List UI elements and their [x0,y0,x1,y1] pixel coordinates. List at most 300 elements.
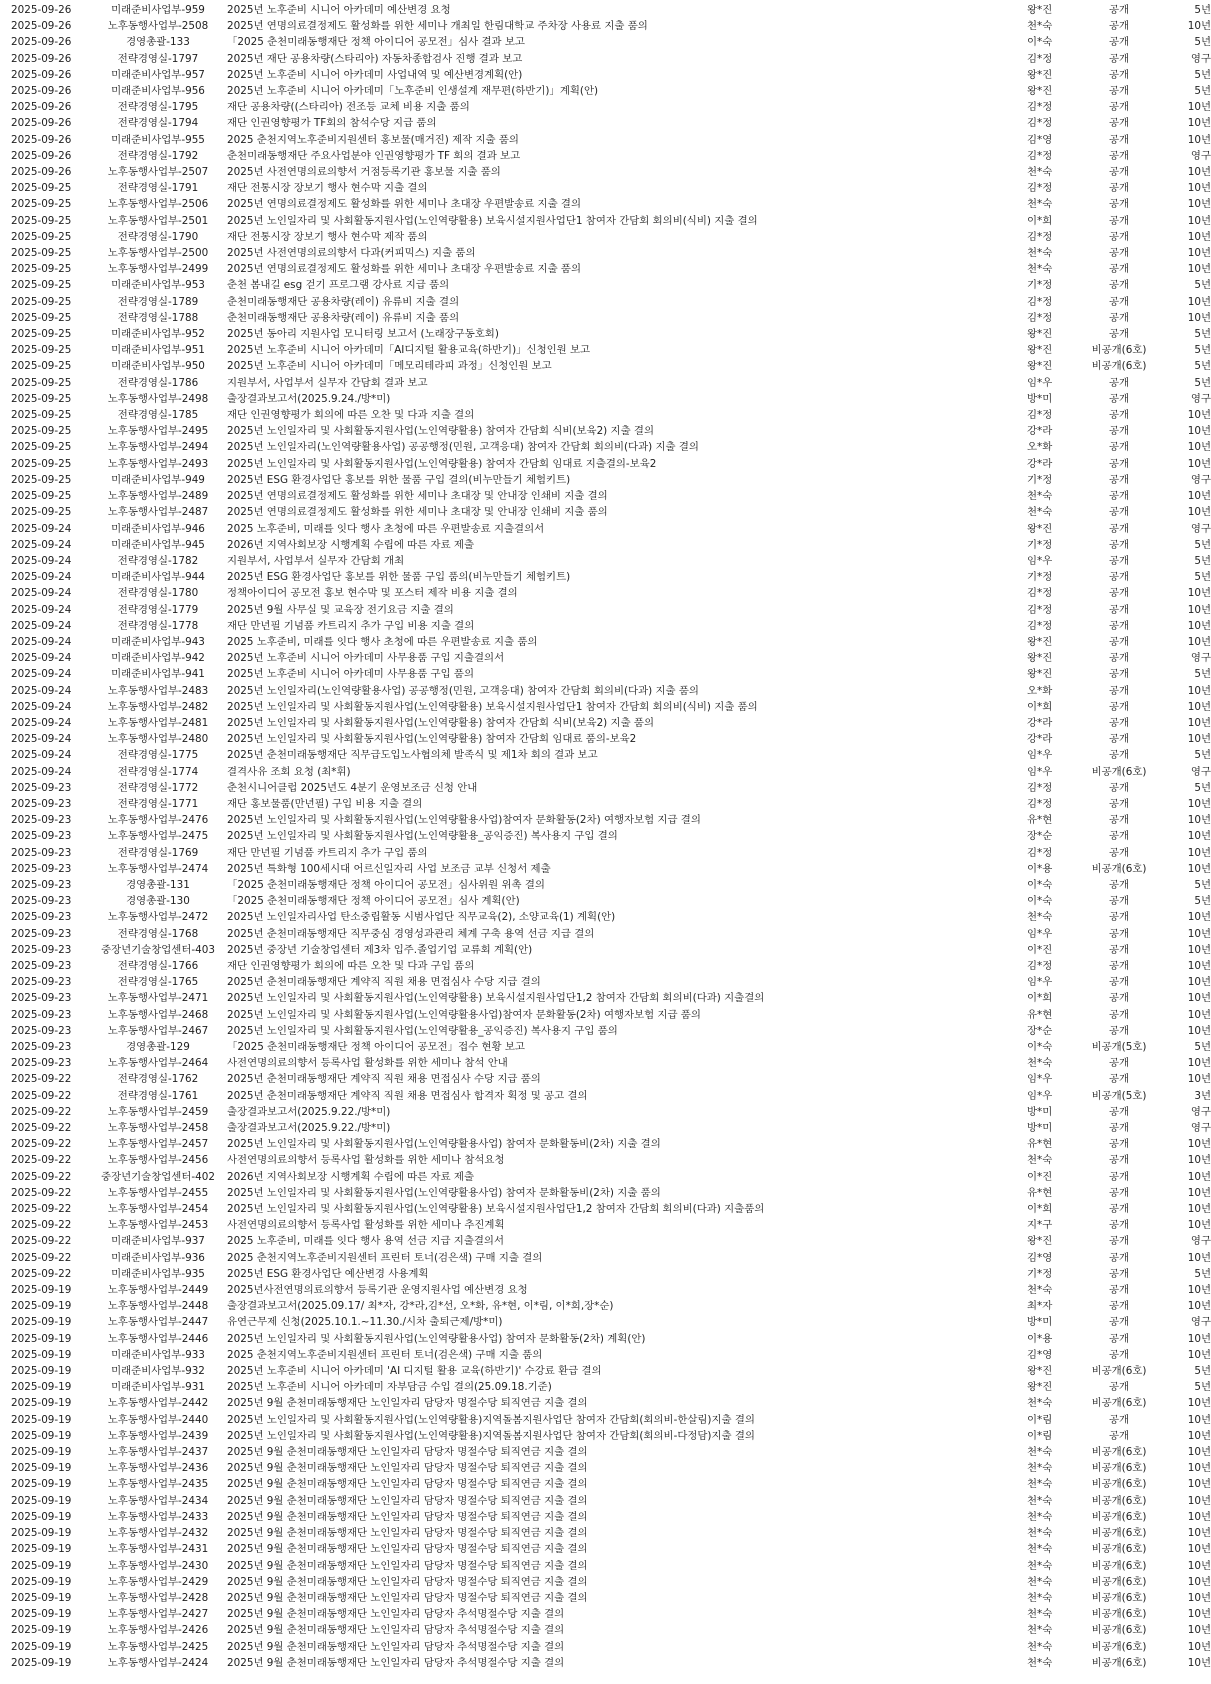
doc-title[interactable]: 정책아이디어 공모전 홍보 현수막 및 포스터 제작 비용 지출 결의 [227,587,518,600]
table-row[interactable] [0,1379,1211,1395]
doc-date: 2025-09-23 [11,911,72,924]
table-row[interactable] [0,1169,1211,1185]
doc-title[interactable]: 춘천미래동행재단 공용차량(레이) 유류비 지출 결의 [227,295,460,308]
doc-author: 장*순 [1027,1024,1053,1037]
table-row[interactable] [0,764,1211,780]
doc-title[interactable]: 2025년 연명의료결정제도 활성화를 위한 세미나 초대장 우편발송료 지출 품의 [227,263,581,276]
doc-title[interactable]: 출장결과보고서(2025.9.22./방*미) [227,1122,391,1135]
doc-title[interactable]: 2025년 9월 사무실 및 교육장 전기요금 지출 결의 [227,603,454,616]
table-row[interactable] [0,666,1211,682]
doc-title[interactable]: 2025년 노인일자리 및 사회활동지원사업(노인역량활용) 참여자 간담회 식비(보육2) 지출 품의 [227,716,654,729]
doc-title[interactable]: 2025년 노인일자리 및 사회활동지원사업(노인역량활용)지역돌봄지원사업단 참여자 간담회(회의비-다정담)지출 결의 [227,1429,755,1442]
table-row[interactable] [0,277,1211,293]
table-row[interactable] [0,926,1211,942]
doc-author: 천*숙 [1027,166,1053,179]
table-row[interactable] [0,99,1211,115]
doc-disclosure: 공개 [1108,1186,1130,1199]
doc-title[interactable]: 2025년 9월 춘천미래동행재단 노인일자리 담당자 명절수당 퇴직연금 지출 결의 [227,1397,588,1410]
doc-title[interactable]: 2025년 9월 춘천미래동행재단 노인일자리 담당자 명절수당 퇴직연금 지출 결의 [227,1462,588,1475]
doc-author: 천*숙 [1027,1543,1053,1556]
table-row[interactable] [0,1363,1211,1379]
doc-disclosure: 비공개(5호) [1091,1041,1147,1053]
doc-title[interactable]: 2025년 ESG 환경사업단 홍보를 위한 물품 구입 결의(비누만들기 체험키트) [227,473,571,486]
doc-disclosure: 공개 [1108,619,1130,632]
table-row[interactable] [0,747,1211,763]
table-row[interactable] [0,1509,1211,1525]
table-row[interactable] [0,602,1211,618]
table-row[interactable] [0,148,1211,164]
doc-department-number: 전략경영실-1785 [117,409,199,422]
table-row[interactable] [0,2,1211,18]
doc-author: 이*림 [1027,1413,1053,1426]
doc-author: 임*우 [1027,749,1053,762]
doc-title[interactable]: 2025년 노인일자리 및 사회활동지원사업(노인역량활용사업)참여자 문화활동(2차) 여행자보험 지급 품의 [227,1008,701,1021]
doc-department-number: 경영총괄-130 [126,895,190,908]
doc-date: 2025-09-19 [11,1413,72,1426]
doc-title[interactable]: 재단 만년필 기념품 카트리지 추가 구입 품의 [227,846,428,859]
table-row[interactable] [0,1622,1211,1638]
doc-department-number: 노후동행사업부-2501 [107,214,209,227]
doc-author: 임*우 [1027,1089,1053,1102]
doc-disclosure: 공개 [1108,1251,1130,1264]
table-row[interactable] [0,456,1211,472]
table-row[interactable] [0,213,1211,229]
doc-department-number: 전략경영실-1766 [117,959,199,972]
doc-author: 천*숙 [1027,1640,1053,1653]
table-row[interactable] [0,1071,1211,1087]
doc-department-number: 전략경영실-1774 [117,765,199,778]
doc-author: 천*숙 [1027,1559,1053,1572]
doc-title[interactable]: 2025년 연명의료결정제도 활성화를 위한 세미나 초대장 및 안내장 인쇄비 지출 결의 [227,490,608,503]
doc-title[interactable]: 2025년 사전연명의료의향서 다과(커피믹스) 지출 품의 [227,247,476,260]
table-row[interactable] [0,1412,1211,1428]
table-row[interactable] [0,585,1211,601]
doc-title[interactable]: 2025년 노인일자리(노인역량활용사업) 공공행정(민원, 고객응대) 참여자 간담회 회의비(다과) 지출 결의 [227,441,699,454]
doc-title[interactable]: 유연근무제 신청(2025.10.1.~11.30./시차 출퇴근제/방*미) [227,1316,503,1329]
table-row[interactable] [0,423,1211,439]
table-row[interactable] [0,1185,1211,1201]
doc-title[interactable]: 2025년사전연명의료의향서 등록기관 운영지원사업 예산변경 요청 [227,1284,528,1297]
doc-title[interactable]: 2025년 사전연명의료의향서 거점등록기관 홍보물 지출 품의 [227,166,501,179]
doc-disclosure: 공개 [1108,1154,1130,1167]
table-row[interactable] [0,974,1211,990]
table-row[interactable] [0,132,1211,148]
doc-date: 2025-09-22 [11,1154,72,1167]
table-row[interactable] [0,990,1211,1006]
doc-title[interactable]: 2025 춘천지역노후준비지원센터 프린터 토너(검은색) 구매 지출 품의 [227,1348,543,1361]
doc-author: 김*정 [1027,182,1053,195]
doc-disclosure: 비공개(5호) [1091,1089,1147,1102]
doc-retention: 5년 [1194,781,1211,794]
table-row[interactable] [0,828,1211,844]
table-row[interactable] [0,196,1211,212]
table-row[interactable] [0,1136,1211,1152]
table-row[interactable] [0,1088,1211,1104]
doc-title[interactable]: 사전연명의료의향서 등록사업 활성화를 위한 세미나 추진계획 [227,1219,505,1232]
doc-department-number: 노후동행사업부-2448 [107,1300,209,1313]
doc-title[interactable]: 2025년 9월 춘천미래동행재단 노인일자리 담당자 추석명절수당 지출 결의 [227,1640,565,1653]
doc-author: 기*정 [1027,538,1053,551]
doc-department-number: 미래준비사업부-946 [111,522,205,535]
table-row[interactable] [0,1460,1211,1476]
doc-disclosure: 공개 [1108,457,1130,470]
doc-date: 2025-09-26 [11,85,72,98]
table-row[interactable] [0,439,1211,455]
doc-title[interactable]: 춘천 봄내길 esg 걷기 프로그램 강사료 지급 품의 [227,279,450,292]
doc-title[interactable]: 2025년 노후준비 시니어 아카데미 예산변경 요청 [227,4,451,16]
doc-department-number: 전략경영실-1769 [117,846,199,859]
doc-title[interactable]: 2025년 노후준비 시니어 아카데미「노후준비 인생설계 재무편(하반기)」계획(안) [227,85,599,98]
doc-disclosure: 공개 [1108,85,1130,98]
table-row[interactable] [0,1493,1211,1509]
doc-title[interactable]: 2025년 춘천미래동행재단 직무급도입노사협의체 발족식 및 제1차 회의 결과 보고 [227,749,598,762]
table-row[interactable] [0,780,1211,796]
doc-title[interactable]: 2025년 9월 춘천미래동행재단 노인일자리 담당자 명절수당 퇴직연금 지출 결의 [227,1446,588,1459]
doc-title[interactable]: 재단 전통시장 장보기 행사 현수막 제작 품의 [227,230,428,243]
table-row[interactable] [0,1055,1211,1071]
doc-title[interactable]: 2025 노후준비, 미래를 잇다 행사 초청에 따른 우편발송료 지출 품의 [227,635,538,648]
doc-retention: 영구 [1190,652,1211,665]
doc-title[interactable]: 재단 만년필 기념품 카트리지 추가 구입 비용 지출 결의 [227,619,475,632]
table-row[interactable] [0,1655,1211,1671]
doc-retention: 5년 [1194,538,1211,551]
table-row[interactable] [0,569,1211,585]
table-row[interactable] [0,1525,1211,1541]
table-row[interactable] [0,1395,1211,1411]
doc-retention: 10년 [1187,862,1211,875]
doc-retention: 10년 [1187,1510,1211,1523]
table-row[interactable] [0,1250,1211,1266]
table-row[interactable] [0,407,1211,423]
table-row[interactable] [0,67,1211,83]
doc-department-number: 노후동행사업부-2468 [107,1008,209,1021]
doc-title[interactable]: 2025년 노인일자리 및 사회활동지원사업(노인역량활용사업) 참여자 문화활동비(2차) 지출 결의 [227,1138,661,1151]
doc-title[interactable]: 출장결과보고서(2025.9.22./방*미) [227,1105,391,1118]
doc-title[interactable]: 2026년 지역사회보장 시행계획 수립에 따른 자료 제출 [227,538,475,551]
doc-title[interactable]: 2025 노후준비, 미래를 잇다 행사 용역 선금 지급 지출결의서 [227,1235,504,1248]
doc-title[interactable]: 2025년 노인일자리 및 사회활동지원사업(노인역량활용_공익증진) 복사용지 구입 결의 [227,830,618,843]
table-row[interactable] [0,1331,1211,1347]
table-row[interactable] [0,472,1211,488]
doc-title[interactable]: 2025년 노인일자리(노인역량활용사업) 공공행정(민원, 고객응대) 참여자 간담회 회의비(다과) 지출 품의 [227,684,699,697]
doc-title[interactable]: 2025년 춘천미래동행재단 직무중심 경영성과관리 체계 구축 용역 선금 지급 결의 [227,927,595,940]
doc-retention: 영구 [1190,392,1211,405]
doc-retention: 10년 [1187,1251,1211,1264]
table-row[interactable] [0,796,1211,812]
doc-author: 천*숙 [1027,247,1053,260]
table-row[interactable] [0,812,1211,828]
doc-disclosure: 공개 [1108,263,1130,276]
doc-title[interactable]: 2025 춘천지역노후준비지원센터 홍보물(매거진) 제작 지출 품의 [227,133,519,146]
table-row[interactable] [0,34,1211,50]
table-row[interactable] [0,375,1211,391]
table-row[interactable] [0,164,1211,180]
doc-title[interactable]: 2025년 춘천미래동행재단 계약직 직원 채용 면접심사 합격자 획정 및 공고 결의 [227,1089,588,1102]
doc-title[interactable]: 춘천미래동행재단 주요사업분야 인권영향평가 TF 회의 결과 보고 [227,149,521,162]
doc-date: 2025-09-24 [11,619,72,632]
doc-title[interactable]: 2025년 노인일자리 및 사회활동지원사업(노인역량활용) 참여자 간담회 식비(보육2) 지출 결의 [227,425,654,438]
doc-date: 2025-09-25 [11,279,72,292]
table-row[interactable] [0,1007,1211,1023]
doc-title[interactable]: 사전연명의료의향서 등록사업 활성화를 위한 세미나 참석 안내 [227,1057,508,1070]
doc-title[interactable]: 춘천시니어클럽 2025년도 4분기 운영보조금 신청 안내 [227,781,478,794]
doc-title[interactable]: 재단 인권영향평가 회의에 따른 오찬 및 다과 구입 품의 [227,959,475,972]
doc-title[interactable]: 2025년 춘천미래동행재단 계약직 직원 채용 면접심사 수당 지급 결의 [227,976,541,989]
doc-title[interactable]: 2025년 9월 춘천미래동행재단 노인일자리 담당자 추석명절수당 지출 결의 [227,1656,565,1669]
doc-title[interactable]: 2025 노후준비, 미래를 잇다 행사 초청에 따른 우편발송료 지출결의서 [227,522,545,535]
doc-author: 임*우 [1027,765,1053,778]
doc-date: 2025-09-22 [11,1170,72,1183]
doc-title[interactable]: 지원부서, 사업부서 실무자 간담회 결과 보고 [227,376,428,389]
doc-disclosure: 공개 [1108,182,1130,195]
doc-title[interactable]: 2025년 노인일자리사업 탄소중립활동 시범사업단 직무교육(2), 소양교육(1) 계획(안) [227,911,616,924]
doc-date: 2025-09-25 [11,360,72,373]
doc-author: 이*용 [1027,862,1053,875]
table-row[interactable] [0,326,1211,342]
doc-title[interactable]: 춘천미래동행재단 공용차량(레이) 유류비 지출 품의 [227,311,460,324]
doc-disclosure: 공개 [1108,1235,1130,1248]
doc-title[interactable]: 2025년 노인일자리 및 사회활동지원사업(노인역량활용) 참여자 간담회 임대료 품의-보육2 [227,733,637,746]
doc-title[interactable]: 출장결과보고서(2025.09.17/ 최*자, 강*라,김*선, 오*화, 유*현, 이*림, 이*희,장*순) [227,1300,614,1313]
doc-title[interactable]: 2025년 9월 춘천미래동행재단 노인일자리 담당자 명절수당 퇴직연금 지출 결의 [227,1510,588,1523]
table-row[interactable] [0,893,1211,909]
doc-title[interactable]: 2025년 노인일자리 및 사회활동지원사업(노인역량활용) 보육시설지원사업단1,2 참여자 간담회 회의비(다과) 지출품의 [227,1203,765,1216]
doc-title[interactable]: 지원부서, 사업부서 실무자 간담회 개최 [227,554,405,567]
doc-date: 2025-09-23 [11,781,72,794]
table-row[interactable] [0,537,1211,553]
doc-title[interactable]: 재단 인권영향평가 TF회의 참석수당 지급 품의 [227,117,437,130]
table-row[interactable] [0,715,1211,731]
doc-retention: 10년 [1187,1008,1211,1021]
doc-date: 2025-09-25 [11,441,72,454]
table-row[interactable] [0,504,1211,520]
table-row[interactable] [0,942,1211,958]
doc-date: 2025-09-25 [11,311,72,324]
table-row[interactable] [0,488,1211,504]
doc-disclosure: 공개 [1108,20,1130,33]
doc-title[interactable]: 재단 홍보물품(만년필) 구입 비용 지출 결의 [227,797,423,810]
table-row[interactable] [0,1023,1211,1039]
table-row[interactable] [0,699,1211,715]
doc-disclosure: 공개 [1108,1105,1130,1118]
table-row[interactable] [0,1558,1211,1574]
table-row[interactable] [0,650,1211,666]
doc-date: 2025-09-23 [11,927,72,940]
doc-department-number: 전략경영실-1762 [117,1073,199,1086]
table-row[interactable] [0,1233,1211,1249]
doc-title[interactable]: 재단 공용차량((스타리아) 전조등 교체 비용 지출 품의 [227,101,470,114]
table-row[interactable] [0,294,1211,310]
table-row[interactable] [0,618,1211,634]
table-row[interactable] [0,634,1211,650]
table-row[interactable] [0,1590,1211,1606]
doc-title[interactable]: 2025년 재단 공용차량(스타리아) 자동차종합검사 진행 결과 보고 [227,52,523,65]
doc-title[interactable]: 재단 인권영향평가 회의에 따른 오찬 및 다과 지출 결의 [227,409,475,422]
table-row[interactable] [0,1347,1211,1363]
table-row[interactable] [0,1282,1211,1298]
doc-retention: 10년 [1187,1494,1211,1507]
doc-author: 이*숙 [1027,895,1053,908]
doc-department-number: 전략경영실-1792 [117,149,199,162]
doc-title[interactable]: 2025년 노인일자리 및 사회활동지원사업(노인역량활용사업)참여자 문화활동(2차) 여행자보험 지급 결의 [227,814,701,827]
table-row[interactable] [0,1574,1211,1590]
doc-disclosure: 공개 [1108,230,1130,243]
doc-date: 2025-09-19 [11,1446,72,1459]
doc-title[interactable]: 2025년 중장년 기술창업센터 제3차 입주.졸업기업 교류회 계획(안) [227,943,533,956]
doc-title[interactable]: 2025년 노인일자리 및 사회활동지원사업(노인역량활용_공익증진) 복사용지 구입 품의 [227,1024,618,1037]
table-row[interactable] [0,1104,1211,1120]
doc-department-number: 전략경영실-1761 [117,1089,199,1102]
doc-author: 방*미 [1027,1316,1053,1329]
doc-title[interactable]: 2025년 노인일자리 및 사회활동지원사업(노인역량활용) 보육시설지원사업단1 참여자 간담회 회의비(식비) 지출 결의 [227,214,758,227]
doc-retention: 10년 [1187,733,1211,746]
table-row[interactable] [0,180,1211,196]
doc-title[interactable]: 2025년 9월 춘천미래동행재단 노인일자리 담당자 명절수당 퇴직연금 지출 결의 [227,1575,588,1588]
doc-title[interactable]: 2025년 9월 춘천미래동행재단 노인일자리 담당자 명절수당 퇴직연금 지출 결의 [227,1591,588,1604]
doc-retention: 10년 [1187,506,1211,519]
doc-title[interactable]: 2025년 9월 춘천미래동행재단 노인일자리 담당자 명절수당 퇴직연금 지출 결의 [227,1527,588,1540]
doc-department-number: 전략경영실-1780 [117,587,199,600]
doc-title[interactable]: 「2025 춘천미래동행재단 정책 아이디어 공모전」접수 현황 보고 [227,1041,525,1053]
doc-disclosure: 공개 [1108,895,1130,908]
doc-title[interactable]: 결격사유 조회 요청 (최*휘) [227,765,351,778]
table-row[interactable] [0,1606,1211,1622]
table-row[interactable] [0,1639,1211,1655]
doc-title[interactable]: 2025년 노후준비 시니어 아카데미 자부담금 수입 결의(25.09.18.기준) [227,1381,552,1394]
doc-disclosure: 공개 [1108,149,1130,162]
doc-date: 2025-09-26 [11,52,72,65]
doc-title[interactable]: 2025년 노인일자리 및 사회활동지원사업(노인역량활용사업) 참여자 문화활동(2차) 계획(안) [227,1332,646,1345]
doc-author: 임*우 [1027,976,1053,989]
table-row[interactable] [0,261,1211,277]
table-row[interactable] [0,845,1211,861]
doc-title[interactable]: 2026년 지역사회보장 시행계획 수립에 따른 자료 제출 [227,1170,475,1183]
doc-title[interactable]: 2025년 노후준비 시니어 아카데미 사무용품 구입 지출결의서 [227,652,505,665]
doc-date: 2025-09-23 [11,992,72,1005]
doc-retention: 10년 [1187,1575,1211,1588]
doc-title[interactable]: 2025년 연명의료결정제도 활성화를 위한 세미나 개최일 한림대학교 주차장 사용료 지출 품의 [227,20,648,33]
doc-title[interactable]: 2025년 노인일자리 및 사회활동지원사업(노인역량활용) 보육시설지원사업단1 참여자 간담회 회의비(식비) 지출 품의 [227,700,758,713]
doc-title[interactable]: 2025년 ESG 환경사업단 예산변경 사용계획 [227,1267,429,1280]
doc-title[interactable]: 2025년 9월 춘천미래동행재단 노인일자리 담당자 추석명절수당 지출 결의 [227,1608,565,1621]
doc-author: 천*숙 [1027,1446,1053,1459]
table-row[interactable] [0,553,1211,569]
doc-title[interactable]: 2025년 동아리 지원사업 모니터링 보고서 (노래장구동호회) [227,328,499,341]
doc-department-number: 전략경영실-1782 [117,554,199,567]
table-row[interactable] [0,51,1211,67]
doc-title[interactable]: 사전연명의료의향서 등록사업 활성화를 위한 세미나 참석요청 [227,1154,505,1167]
table-row[interactable] [0,1152,1211,1168]
doc-title[interactable]: 2025년 연명의료결정제도 활성화를 위한 세미나 초대장 및 안내장 인쇄비 지출 품의 [227,506,608,519]
doc-title[interactable]: 2025년 노인일자리 및 사회활동지원사업(노인역량활용)지역돌봄지원사업단 참여자 간담회(회의비-한살림)지출 결의 [227,1413,755,1426]
table-row[interactable] [0,877,1211,893]
doc-title[interactable]: 재단 전통시장 장보기 행사 현수막 지출 결의 [227,182,428,195]
doc-date: 2025-09-19 [11,1656,72,1669]
doc-title[interactable]: 2025년 노후준비 시니어 아카데미 'AI 디지털 활용 교육(하반기)' 수강료 환급 결의 [227,1365,602,1378]
doc-title[interactable]: 2025년 특화형 100세시대 어르신일자리 사업 보조금 교부 신청서 제출 [227,862,551,875]
doc-date: 2025-09-19 [11,1332,72,1345]
table-row[interactable] [0,1444,1211,1460]
doc-disclosure: 공개 [1108,1008,1130,1021]
doc-title[interactable]: 2025년 9월 춘천미래동행재단 노인일자리 담당자 명절수당 퇴직연금 지출 결의 [227,1559,588,1572]
doc-department-number: 노후동행사업부-2442 [107,1397,209,1410]
doc-title[interactable]: 2025년 연명의료결정제도 활성화를 위한 세미나 초대장 우편발송료 지출 결의 [227,198,581,211]
table-row[interactable] [0,1217,1211,1233]
doc-disclosure: 공개 [1108,1219,1130,1232]
doc-title[interactable]: 「2025 춘천미래동행재단 정책 아이디어 공모전」심사위원 위촉 결의 [227,878,545,891]
table-row[interactable] [0,1039,1211,1055]
doc-disclosure: 공개 [1108,68,1130,81]
doc-title[interactable]: 2025년 노후준비 시니어 아카데미 사무용품 구입 품의 [227,668,475,681]
doc-date: 2025-09-25 [11,328,72,341]
table-row[interactable] [0,391,1211,407]
table-row[interactable] [0,909,1211,925]
doc-title[interactable]: 2025년 ESG 환경사업단 홍보를 위한 물품 구입 품의(비누만들기 체험키트) [227,571,571,584]
doc-date: 2025-09-25 [11,506,72,519]
table-row[interactable] [0,861,1211,877]
doc-retention: 영구 [1190,52,1211,65]
doc-title[interactable]: 2025년 노인일자리 및 사회활동지원사업(노인역량활용) 참여자 간담회 임대료 지출결의-보육2 [227,457,657,470]
doc-title[interactable]: 2025 춘천지역노후준비지원센터 프린터 토너(검은색) 구매 지출 결의 [227,1251,543,1264]
doc-title[interactable]: 2025년 9월 춘천미래동행재단 노인일자리 담당자 명절수당 퇴직연금 지출 결의 [227,1494,588,1507]
doc-disclosure: 공개 [1108,1073,1130,1086]
doc-title[interactable]: 「2025 춘천미래동행재단 정책 아이디어 공모전」심사 결과 보고 [227,36,525,49]
table-row[interactable] [0,18,1211,34]
doc-title[interactable]: 2025년 9월 춘천미래동행재단 노인일자리 담당자 명절수당 퇴직연금 지출 결의 [227,1478,588,1491]
doc-disclosure: 공개 [1108,716,1130,729]
table-row[interactable] [0,683,1211,699]
doc-title[interactable]: 2025년 9월 춘천미래동행재단 노인일자리 담당자 추석명절수당 지출 결의 [227,1624,565,1637]
table-row[interactable] [0,958,1211,974]
table-row[interactable] [0,310,1211,326]
table-row[interactable] [0,1541,1211,1557]
table-row[interactable] [0,1266,1211,1282]
table-row[interactable] [0,1476,1211,1492]
doc-retention: 10년 [1187,457,1211,470]
table-row[interactable] [0,1298,1211,1314]
doc-department-number: 노후동행사업부-2437 [107,1446,209,1459]
table-row[interactable] [0,115,1211,131]
table-row[interactable] [0,342,1211,358]
doc-title[interactable]: 2025년 춘천미래동행재단 계약직 직원 채용 면접심사 수당 지급 품의 [227,1073,541,1086]
doc-author: 천*숙 [1027,490,1053,503]
table-row[interactable] [0,358,1211,374]
table-row[interactable] [0,1314,1211,1330]
doc-date: 2025-09-25 [11,230,72,243]
doc-date: 2025-09-25 [11,295,72,308]
doc-title[interactable]: 출장결과보고서(2025.9.24./방*미) [227,392,391,405]
table-row[interactable] [0,1428,1211,1444]
doc-department-number: 전략경영실-1772 [117,781,199,794]
table-row[interactable] [0,731,1211,747]
table-row[interactable] [0,521,1211,537]
doc-author: 유*현 [1027,1138,1053,1151]
doc-title[interactable]: 2025년 노후준비 시니어 아카데미「AI디지털 활용교육(하반기)」신청인원 보고 [227,344,591,357]
doc-title[interactable]: 2025년 노후준비 시니어 아카데미 사업내역 및 예산변경계획(안) [227,68,523,81]
doc-title[interactable]: 「2025 춘천미래동행재단 정책 아이디어 공모전」심사 계획(안) [227,895,520,908]
table-row[interactable] [0,1201,1211,1217]
doc-title[interactable]: 2025년 노인일자리 및 사회활동지원사업(노인역량활용) 보육시설지원사업단1,2 참여자 간담회 회의비(다과) 지출결의 [227,992,765,1005]
doc-title[interactable]: 2025년 노후준비 시니어 아카데미「메모리테라피 과정」신청인원 보고 [227,360,552,373]
table-row[interactable] [0,1120,1211,1136]
table-row[interactable] [0,245,1211,261]
doc-date: 2025-09-22 [11,1089,72,1102]
doc-title[interactable]: 2025년 9월 춘천미래동행재단 노인일자리 담당자 명절수당 퇴직연금 지출 결의 [227,1543,588,1556]
doc-title[interactable]: 2025년 노인일자리 및 사회활동지원사업(노인역량활용사업) 참여자 문화활동비(2차) 지출 품의 [227,1186,661,1199]
table-row[interactable] [0,229,1211,245]
table-row[interactable] [0,83,1211,99]
doc-date: 2025-09-23 [11,943,72,956]
